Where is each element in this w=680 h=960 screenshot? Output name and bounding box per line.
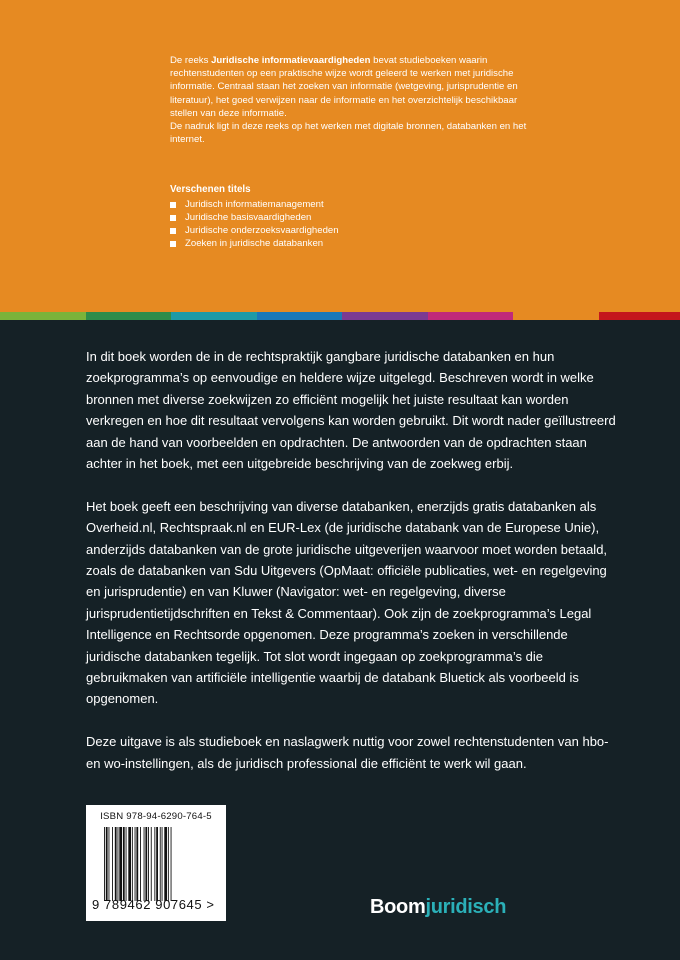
barcode-bar bbox=[104, 827, 105, 901]
series-intro bbox=[170, 54, 530, 146]
stripe-segment bbox=[599, 312, 680, 320]
series-intro-paragraph-1 bbox=[170, 54, 530, 120]
barcode-bars bbox=[104, 827, 212, 901]
barcode-bar bbox=[151, 827, 152, 901]
title-label: Juridische basisvaardigheden bbox=[185, 212, 312, 223]
barcode-bar bbox=[148, 827, 149, 901]
barcode-bar bbox=[123, 827, 125, 901]
isbn-label: ISBN 978-94-6290-764-5 bbox=[100, 811, 212, 822]
barcode-bar bbox=[126, 827, 127, 901]
barcode-bar bbox=[128, 827, 131, 901]
title-label: Zoeken in juridische databanken bbox=[185, 238, 324, 249]
barcode-bar bbox=[160, 827, 161, 901]
stripe-segment bbox=[171, 312, 257, 320]
stripe-segment bbox=[0, 312, 86, 320]
stripe-segment bbox=[428, 312, 513, 320]
square-bullet-icon bbox=[170, 228, 176, 234]
barcode-bar bbox=[119, 827, 122, 901]
intro-paragraph-1-text: bevat studieboeken waarin rechtenstudenten op een praktische wijze wordt geleerd te werken met juridische informatie. Centraal staan het zoeken van informatie (wetgeving, jurisprudentie en literatuur), het goed verwijzen naar de informatie en het overzichtelijk beschikbaar stellen van deze informatie. bbox=[170, 55, 518, 119]
logo-part-boom: Boom bbox=[370, 896, 426, 918]
barcode-digits: 9 789462 907645 > bbox=[92, 897, 215, 912]
barcode-bar bbox=[112, 827, 113, 901]
list-item bbox=[170, 224, 339, 237]
stripe-segment bbox=[513, 312, 599, 320]
back-cover-description bbox=[86, 346, 616, 774]
stripe-segment bbox=[86, 312, 171, 320]
logo-part-juridisch: juridisch bbox=[425, 896, 507, 918]
published-titles-heading: Verschenen titels bbox=[170, 184, 251, 195]
barcode-bar bbox=[154, 827, 155, 901]
series-intro-paragraph-2: De nadruk ligt in deze reeks op het werken met digitale bronnen, databanken en het internet. bbox=[170, 121, 527, 146]
title-label: Juridische onderzoeksvaardigheden bbox=[185, 225, 339, 236]
barcode-bar bbox=[118, 827, 119, 901]
list-item bbox=[170, 211, 339, 224]
stripe-segment bbox=[342, 312, 428, 320]
barcode-bar bbox=[109, 827, 110, 901]
barcode-bar bbox=[135, 827, 136, 901]
description-paragraph-3: Deze uitgave is als studieboek en naslagwerk nuttig voor zowel rechtenstudenten van hbo- en wo-instellingen, als de juridisch professional die efficiënt te werk wil gaan. bbox=[86, 734, 609, 771]
list-item bbox=[170, 198, 339, 211]
published-titles-list bbox=[170, 198, 339, 250]
series-name: Juridische informatievaardigheden bbox=[211, 55, 371, 66]
barcode-bar bbox=[115, 827, 117, 901]
square-bullet-icon bbox=[170, 202, 176, 208]
title-label: Juridisch informatiemanagement bbox=[185, 199, 324, 210]
description-paragraph-2: Het boek geeft een beschrijving van diverse databanken, enerzijds gratis databanken als Overheid.nl, Rechtspraak.nl en EUR-Lex (de juridische databank van de Europese Unie), anderzijds databanken van de grote juridische uitgeverijen waarvoor moet worden betaald, zoals de databanken van Sdu Uitgevers (OpMaat: officiële publicaties, wet- en regelgeving en jurisprudentie) en van Kluwer (Navigator: wet- en regelgeving, diverse jurisprudentietijdschriften en Tekst & Commentaar). Ook zijn de zoekprogramma’s Legal Intelligence en Rechtsorde opgenomen. Deze programma’s zoeken in verschillende juridische databanken tegelijk. Tot slot wordt ingegaan op zoekprogramma’s die gebruikmaken van artificiële intelligentie waarbij de databank Bluetick als voorbeeld is opgenomen. bbox=[86, 498, 608, 707]
barcode-bar bbox=[164, 827, 167, 901]
barcode-bar bbox=[168, 827, 169, 901]
barcode-bar bbox=[145, 827, 147, 901]
barcode-bar bbox=[144, 827, 145, 901]
publisher-logo bbox=[370, 896, 506, 919]
description-paragraph-1: In dit boek worden de in de rechtspraktijk gangbare juridische databanken en hun zoekprogramma’s op eenvoudige en heldere wijze uitgelegd. Beschreven wordt in welke bronnen met diverse zoekwijzen zo efficiënt mogelijk het juiste resultaat kan worden verkregen en hoe dit resultaat vervolgens kan worden gebruikt. Dit wordt nader geïllustreerd aan de hand van voorbeelden en opdrachten. De antwoorden van de opdrachten staan achter in het boek, met een uitgebreide beschrijving van de zoekweg erbij. bbox=[86, 349, 616, 472]
barcode-bar bbox=[156, 827, 158, 901]
barcode-bar bbox=[136, 827, 138, 901]
square-bullet-icon bbox=[170, 215, 176, 221]
barcode-bar bbox=[140, 827, 141, 901]
top-orange-panel bbox=[0, 0, 680, 312]
square-bullet-icon bbox=[170, 241, 176, 247]
barcode-bar bbox=[171, 827, 172, 901]
stripe-segment bbox=[257, 312, 342, 320]
list-item bbox=[170, 237, 339, 250]
color-stripe bbox=[0, 312, 680, 320]
isbn-barcode bbox=[86, 805, 226, 921]
barcode-bar bbox=[106, 827, 108, 901]
barcode-bar bbox=[132, 827, 133, 901]
barcode-bar bbox=[162, 827, 163, 901]
intro-prefix: De reeks bbox=[170, 55, 212, 66]
